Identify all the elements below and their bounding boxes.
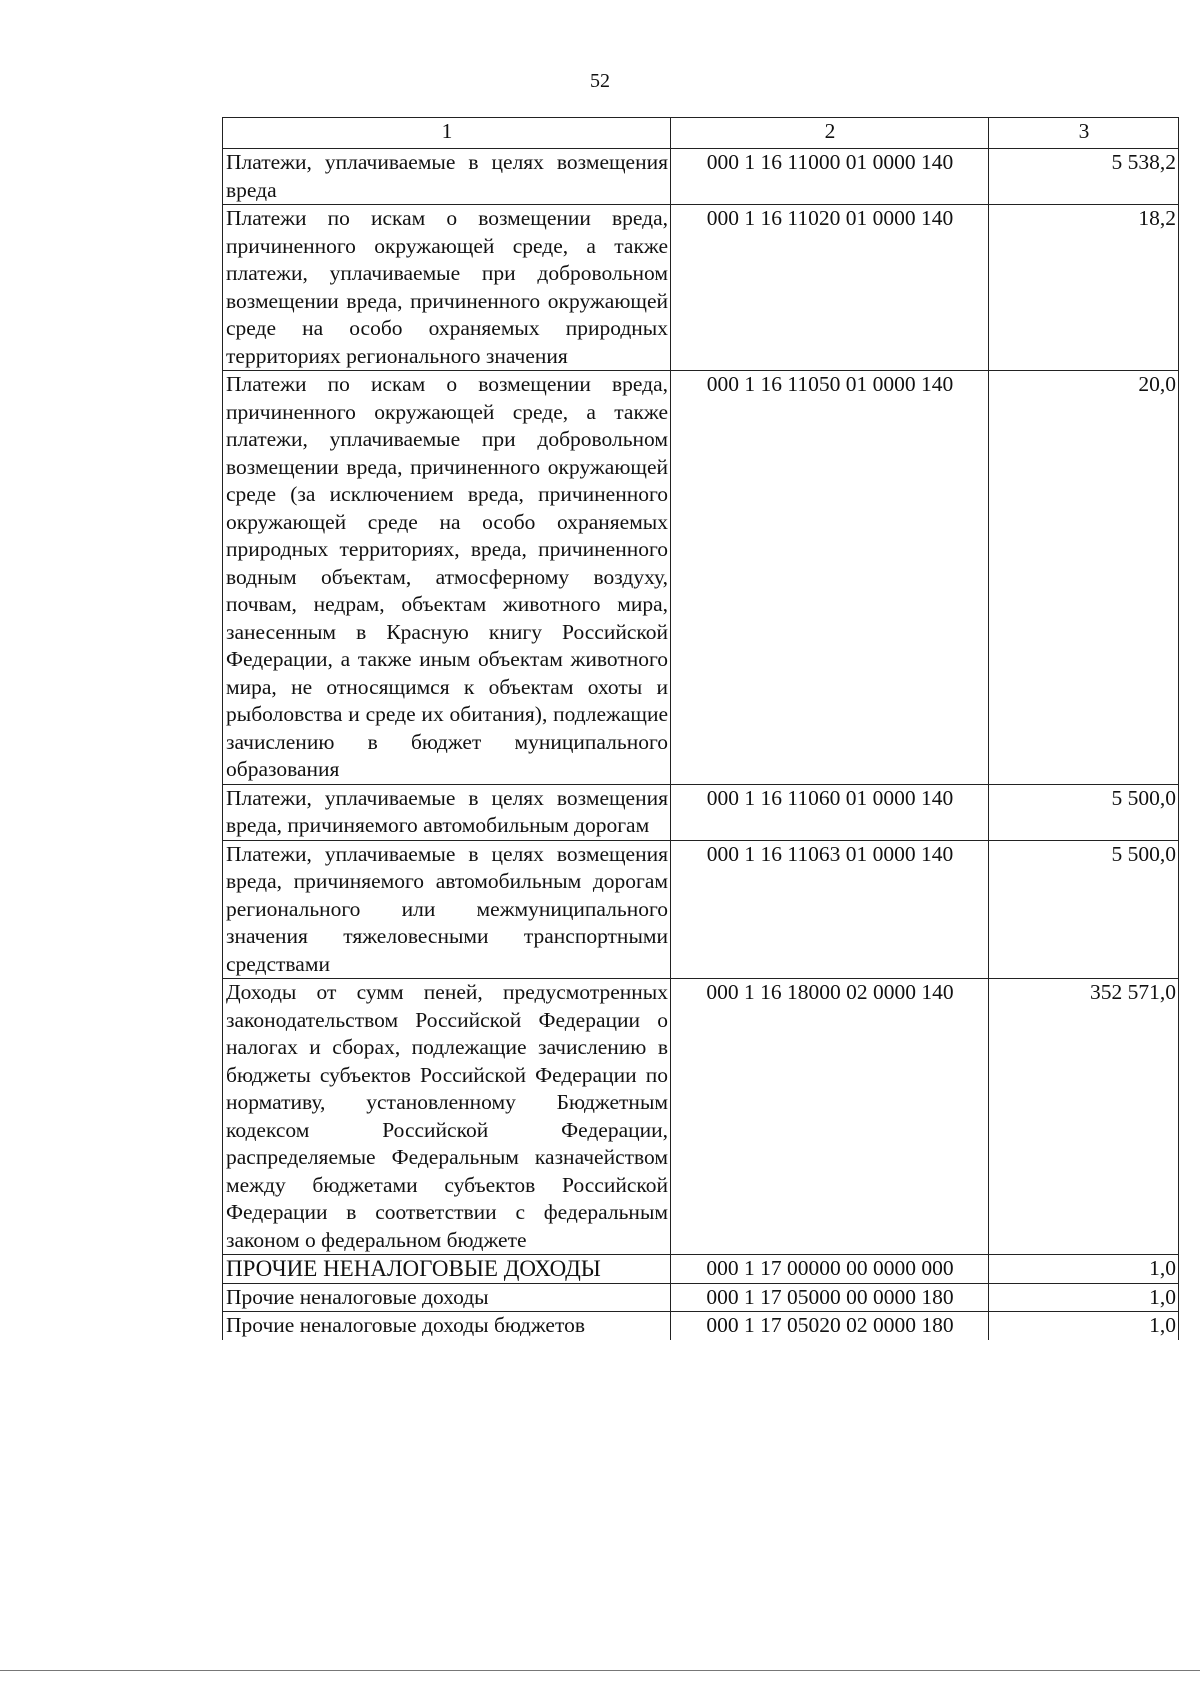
revenue-name: Прочие неналоговые доходы	[223, 1283, 671, 1312]
budget-code: 000 1 16 11000 01 0000 140	[671, 149, 989, 205]
table-header-row	[223, 118, 1179, 149]
revenue-name: Платежи, уплачиваемые в целях возмещения вреда, причиняемого автомобильным дорогам	[223, 784, 671, 840]
table-row	[223, 371, 1179, 785]
revenue-name: ПРОЧИЕ НЕНАЛОГОВЫЕ ДОХОДЫ	[223, 1255, 671, 1284]
table-row	[223, 1283, 1179, 1312]
amount: 20,0	[989, 371, 1179, 785]
table-row	[223, 1255, 1179, 1284]
column-header-3: 3	[989, 118, 1179, 149]
amount: 5 500,0	[989, 840, 1179, 979]
budget-code: 000 1 16 11063 01 0000 140	[671, 840, 989, 979]
table-row	[223, 1312, 1179, 1340]
budget-code: 000 1 17 00000 00 0000 000	[671, 1255, 989, 1284]
revenue-name: Платежи, уплачиваемые в целях возмещения вреда, причиняемого автомобильным дорогам регионального или межмуниципального значения тяжеловесными транспортными средствами	[223, 840, 671, 979]
revenue-name: Прочие неналоговые доходы бюджетов	[223, 1312, 671, 1340]
amount: 1,0	[989, 1283, 1179, 1312]
budget-code: 000 1 17 05020 02 0000 180	[671, 1312, 989, 1340]
amount: 1,0	[989, 1312, 1179, 1340]
page-bottom-rule	[0, 1670, 1200, 1671]
table-row	[223, 205, 1179, 371]
column-header-2: 2	[671, 118, 989, 149]
table-row	[223, 149, 1179, 205]
revenue-name: Платежи по искам о возмещении вреда, причиненного окружающей среде, а также платежи, уплачиваемые при добровольном возмещении вреда, причиненного окружающей среде на особо охраняемых природных территориях регионального значения	[223, 205, 671, 371]
amount: 352 571,0	[989, 979, 1179, 1255]
table-row	[223, 784, 1179, 840]
budget-code: 000 1 16 18000 02 0000 140	[671, 979, 989, 1255]
table-row	[223, 979, 1179, 1255]
budget-code: 000 1 16 11060 01 0000 140	[671, 784, 989, 840]
revenue-name: Доходы от сумм пеней, предусмотренных законодательством Российской Федерации о налогах и сборах, подлежащие зачислению в бюджеты субъектов Российской Федерации по нормативу, установленному Бюджетным кодексом Российской Федерации, распределяемые Федеральным казначейством между бюджетами субъектов Российской Федерации в соответствии с федеральным законом о федеральном бюджете	[223, 979, 671, 1255]
budget-code: 000 1 16 11020 01 0000 140	[671, 205, 989, 371]
table-row	[223, 840, 1179, 979]
column-header-1: 1	[223, 118, 671, 149]
budget-code: 000 1 17 05000 00 0000 180	[671, 1283, 989, 1312]
revenue-name: Платежи по искам о возмещении вреда, причиненного окружающей среде, а также платежи, уплачиваемые при добровольном возмещении вреда, причиненного окружающей среде (за исключением вреда, причиненного окружающей среде на особо охраняемых природных территориях, вреда, причиненного водным объектам, атмосферному воздуху, почвам, недрам, объектам животного мира, занесенным в Красную книгу Российской Федерации, а также иным объектам животного мира, не относящимся к объектам охоты и рыболовства и среде их обитания), подлежащие зачислению в бюджет муниципального образования	[223, 371, 671, 785]
revenue-table	[222, 117, 1179, 1340]
amount: 5 500,0	[989, 784, 1179, 840]
amount: 18,2	[989, 205, 1179, 371]
budget-code: 000 1 16 11050 01 0000 140	[671, 371, 989, 785]
amount: 5 538,2	[989, 149, 1179, 205]
page-number: 52	[590, 70, 610, 92]
revenue-name: Платежи, уплачиваемые в целях возмещения вреда	[223, 149, 671, 205]
amount: 1,0	[989, 1255, 1179, 1284]
